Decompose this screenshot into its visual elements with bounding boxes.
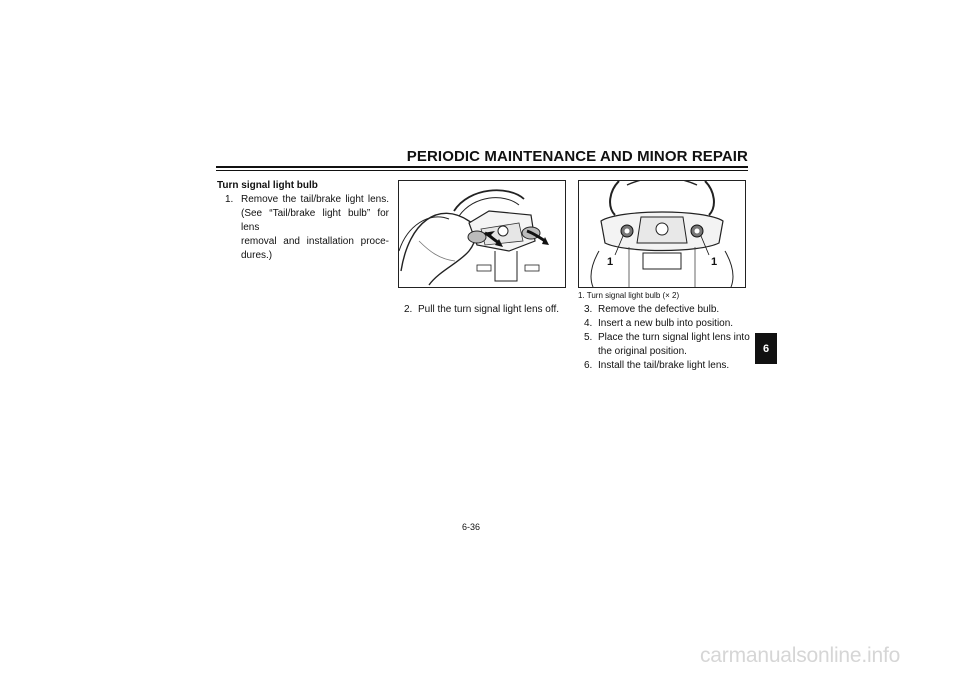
step-number: 6. <box>584 360 593 371</box>
step-4-text: Insert a new bulb into position. <box>598 318 734 329</box>
step-number: 4. <box>584 318 593 329</box>
chapter-tab: 6 <box>755 333 777 364</box>
section-heading: Turn signal light bulb <box>217 180 318 191</box>
callout-1-right: 1 <box>711 256 718 268</box>
step-5-line-2: the original position. <box>598 346 687 357</box>
figure-turn-signal-removal <box>398 180 566 288</box>
page-number: 6-36 <box>462 522 481 532</box>
step-3 <box>584 303 750 317</box>
step-2-text: Pull the turn signal light lens off. <box>418 304 560 315</box>
step-1-line-3: removal and installation proce- <box>241 236 389 247</box>
header-rule-thin <box>216 170 748 171</box>
step-4 <box>584 317 750 331</box>
page-title: PERIODIC MAINTENANCE AND MINOR REPAIR <box>406 148 748 165</box>
step-1-line-4: dures.) <box>241 250 273 261</box>
step-6-text: Install the tail/brake light lens. <box>598 360 730 371</box>
step-number: 2. <box>404 304 413 315</box>
step-1-line-1: Remove the tail/brake light lens. <box>241 194 389 205</box>
figure-caption: 1. Turn signal light bulb (× 2) <box>578 291 680 300</box>
left-column <box>217 179 389 263</box>
step-number: 3. <box>584 304 593 315</box>
step-5-line-1: Place the turn signal light lens into <box>598 332 750 343</box>
right-column <box>584 303 750 373</box>
step-6 <box>584 359 750 373</box>
illustration-rear-view <box>579 181 745 287</box>
step-5 <box>584 331 750 359</box>
step-1 <box>217 193 389 263</box>
middle-column <box>404 303 564 317</box>
step-number: 5. <box>584 332 593 343</box>
header-rule-thick <box>216 166 748 168</box>
step-1-line-2: (See “Tail/brake light bulb” for lens <box>241 208 389 233</box>
step-3-text: Remove the defective bulb. <box>598 304 720 315</box>
callout-1-left: 1 <box>607 256 614 268</box>
step-2 <box>404 303 564 317</box>
watermark: carmanualsonline.info <box>700 644 901 667</box>
illustration-rear-fender-arrows <box>399 181 565 287</box>
step-number: 1. <box>225 194 234 205</box>
figure-turn-signal-bulbs <box>578 180 746 288</box>
